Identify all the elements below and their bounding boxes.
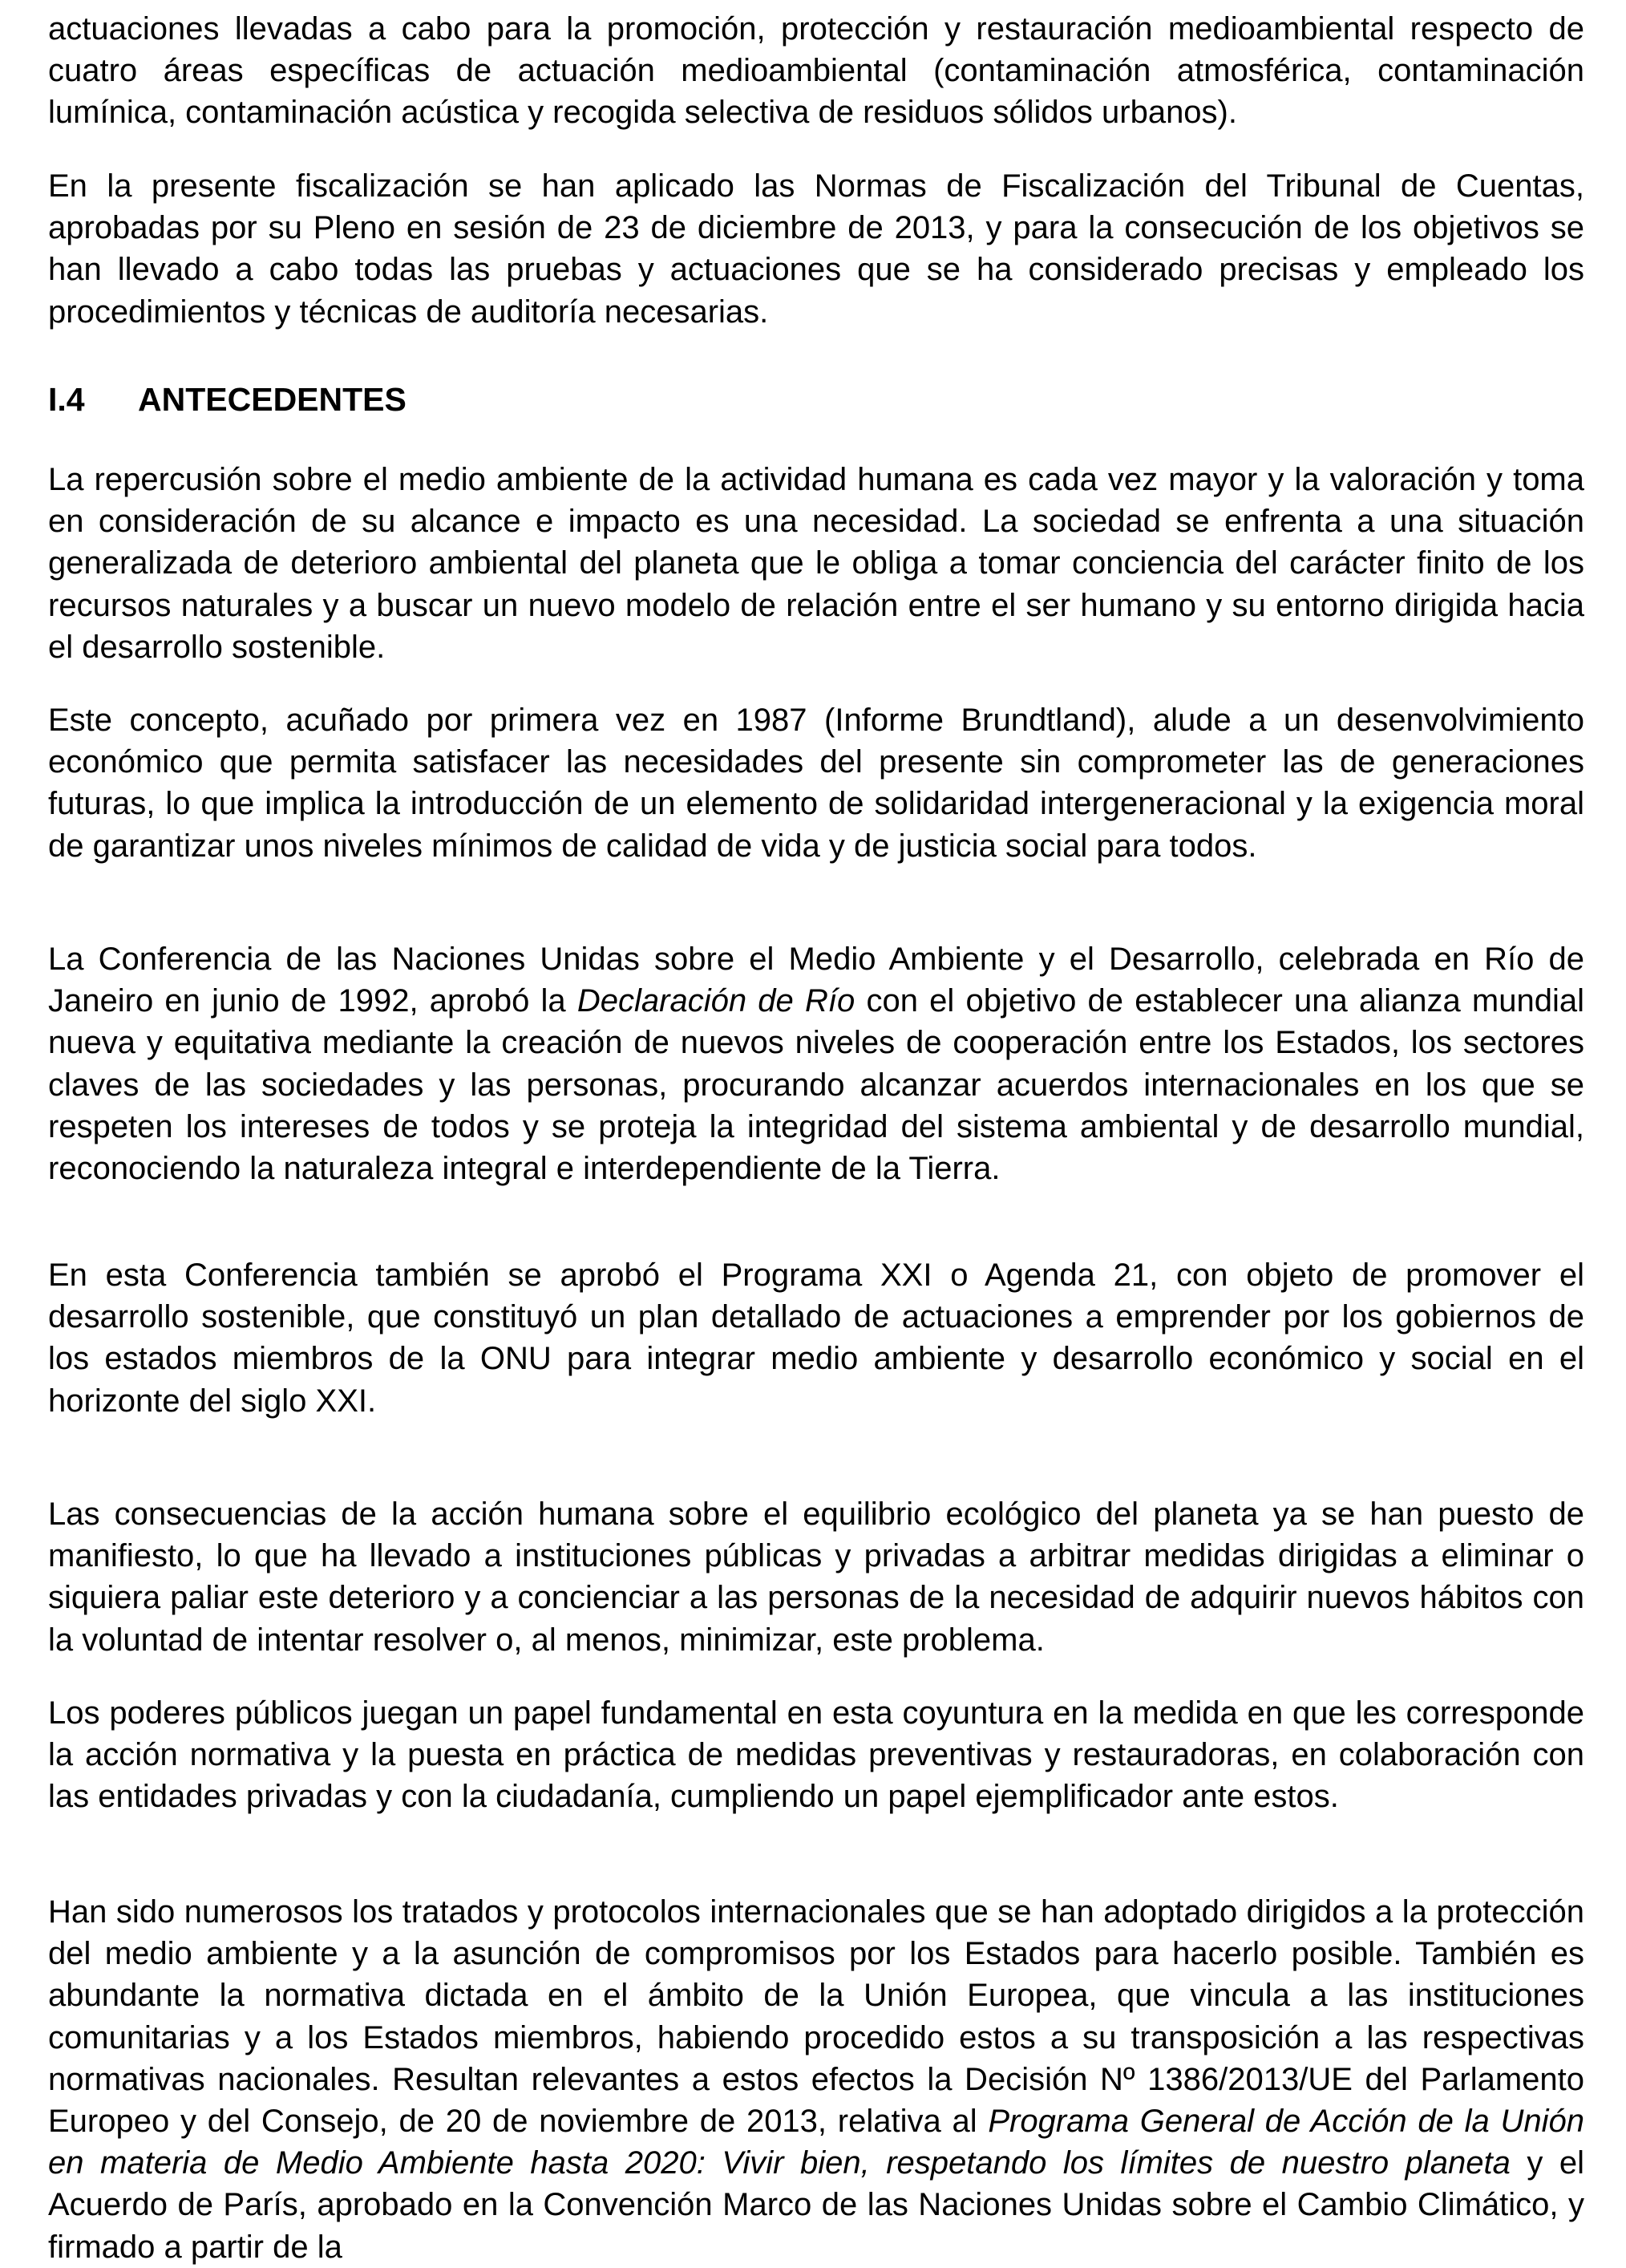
rio-declaration-title: Declaración de Río	[576, 983, 855, 1019]
paragraph-human-action: Las consecuencias de la acción humana sobre el equilibrio ecológico del planeta ya se han puesto de manifiesto, lo que ha llevado a instituciones públicas y privadas a arbitrar medidas dirigidas a eliminar o siquiera paliar este deterioro y a concienciar a las personas de la necesidad de adquirir nuevos hábitos con la voluntad de intentar resolver o, al menos, minimizar, este problema.	[48, 1496, 1584, 1658]
eu-programme-title: Programa General de Acción de la Unión en materia de Medio Ambiente hasta 2020: Vivir bien, respetando los límites de nuestro planeta	[48, 2104, 1585, 2181]
paragraph-treaties	[48, 1891, 1584, 2268]
paragraph-agenda-21: En esta Conferencia también se aprobó el Programa XXI o Agenda 21, con objeto de promover el desarrollo sostenible, que constituyó un plan detallado de actuaciones a emprender por los gobiernos de los estados miembros de la ONU para integrar medio ambiente y desarrollo económico y social en el horizonte del siglo XXI.	[48, 1258, 1584, 1419]
paragraph-rio-conference	[48, 938, 1584, 1189]
section-heading	[48, 379, 406, 420]
paragraph-environment-impact: La repercusión sobre el medio ambiente de la actividad humana es cada vez mayor y la valoración y toma en consideración de su alcance e impacto es una necesidad. La sociedad se enfrenta a una situación generalizada de deterioro ambiental del planeta que le obliga a tomar conciencia del carácter finito de los recursos naturales y a buscar un nuevo modelo de relación entre el ser humano y su entorno dirigida hacia el desarrollo sostenible.	[48, 462, 1584, 665]
section-number: I.4	[48, 381, 85, 418]
rio-text-end: con el objetivo de establecer una alianza mundial nueva y equitativa mediante la creación de nuevos niveles de cooperación entre los Estados, los sectores claves de las sociedades y las personas, procurando alcanzar acuerdos internacionales en los que se respeten los intereses de todos y se proteja la integridad del sistema ambiental y de desarrollo mundial, reconociendo la naturaleza integral e interdependiente de la Tierra.	[48, 983, 1584, 1187]
paragraph-scope: actuaciones llevadas a cabo para la promoción, protección y restauración medioambiental respecto de cuatro áreas específicas de actuación medioambiental (contaminación atmosférica, contaminación lumínica, contaminación acústica y recogida selectiva de residuos sólidos urbanos).	[48, 11, 1584, 131]
paragraph-brundtland: Este concepto, acuñado por primera vez en 1987 (Informe Brundtland), alude a un desenvolvimiento económico que permita satisfacer las necesidades del presente sin comprometer las de generaciones futuras, lo que implica la introducción de un elemento de solidaridad intergeneracional y la exigencia moral de garantizar unos niveles mínimos de calidad de vida y de justicia social para todos.	[48, 703, 1584, 864]
treaties-text-end: y el Acuerdo de París, aprobado en la Convención Marco de las Naciones Unidas sobre el Cambio Climático, y firmado a partir de la	[48, 2145, 1584, 2265]
paragraph-public-powers: Los poderes públicos juegan un papel fundamental en esta coyuntura en la medida en que les corresponde la acción normativa y la puesta en práctica de medidas preventivas y restauradoras, en colaboración con las entidades privadas y con la ciudadanía, cumpliendo un papel ejemplificador ante estos.	[48, 1695, 1584, 1815]
section-title: ANTECEDENTES	[138, 381, 406, 418]
paragraph-standards: En la presente fiscalización se han aplicado las Normas de Fiscalización del Tribunal de Cuentas, aprobadas por su Pleno en sesión de 23 de diciembre de 2013, y para la consecución de los objetivos se han llevado a cabo todas las pruebas y actuaciones que se ha considerado precisas y empleado los procedimientos y técnicas de auditoría necesarias.	[48, 168, 1584, 330]
rio-text-start: La Conferencia de las Naciones Unidas sobre el Medio Ambiente y el Desarrollo, celebrada en Río de Janeiro en junio de 1992, aprobó la	[48, 942, 1584, 1019]
treaties-text-start: Han sido numerosos los tratados y protocolos internacionales que se han adoptado dirigidos a la protección del medio ambiente y a la asunción de compromisos por los Estados para hacerlo posible. También es abundante la normativa dictada en el ámbito de la Unión Europea, que vincula a las instituciones comunitarias y a los Estados miembros, habiendo procedido estos a su transposición a las respectivas normativas nacionales. Resultan relevantes a estos efectos la Decisión Nº 1386/2013/UE del Parlamento Europeo y del Consejo, de 20 de noviembre de 2013, relativa al	[48, 1894, 1584, 2140]
